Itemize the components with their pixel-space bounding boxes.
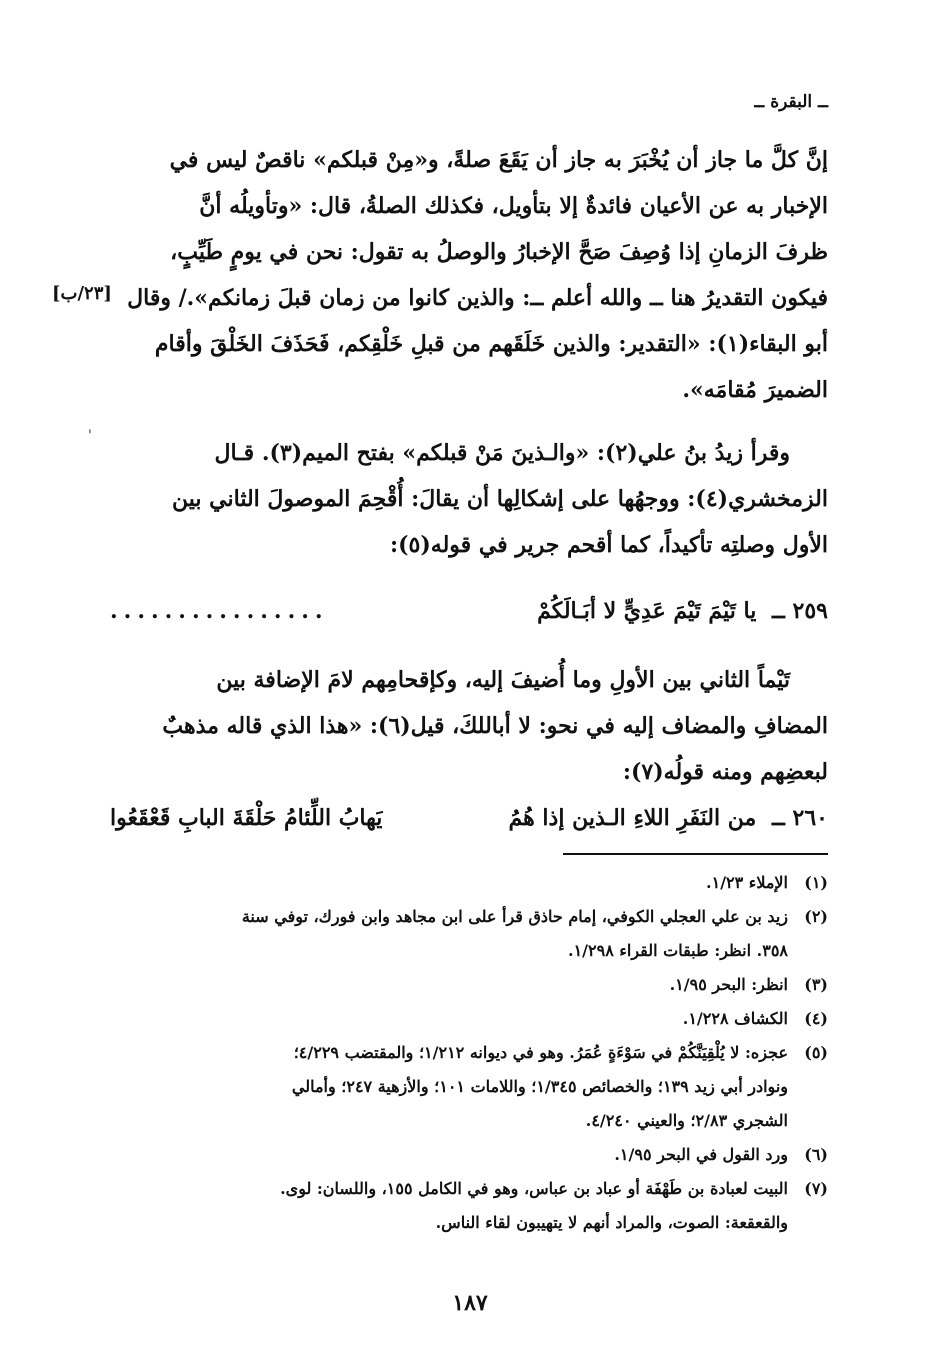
footnote-line: انظر: البحر ١/٩٥. <box>669 975 788 994</box>
page-number: ١٨٧ <box>452 1290 488 1316</box>
footnote-line: زيد بن علي العجلي الكوفي، إمام حاذق قرأ على ابن مجاهد وابن فورك، توفي سنة <box>241 907 788 926</box>
footnote <box>110 900 828 968</box>
running-header: ــ البقرة ــ <box>754 92 828 112</box>
text-line: إنَّ كلَّ ما جاز أن يُخْبَرَ به جاز أن يَقَعَ صلةً، و«مِنْ قبلكم» ناقصٌ ليس في <box>169 147 828 173</box>
footnote-number: (٧) <box>804 1179 828 1198</box>
text-line: المضافِ والمضاف إليه في نحو: لا أباللكَ، قيل(٦): «هذا الذي قاله مذهبٌ <box>162 713 828 739</box>
footnote-separator <box>563 853 828 855</box>
paragraph-2 <box>110 430 828 568</box>
text-line: الضميرَ مُقامَه». <box>682 377 828 403</box>
footnote <box>110 968 828 1002</box>
footnotes <box>110 866 828 1240</box>
text-line: لبعضِهم ومنه قولُه(٧): <box>622 759 828 785</box>
footnote-number: (١) <box>804 873 828 892</box>
text-line: تَيْماً الثاني بين الأولِ وما أُضيفَ إليه، وكإقحامِهم لامَ الإضافة بين <box>216 667 790 693</box>
verse-260 <box>110 795 828 841</box>
footnote-number: (٢) <box>804 907 828 926</box>
text-line: وقرأ زيدُ بنُ علي(٢): «والـذينَ مَنْ قبلكم» بفتح الميم(٣). قـال <box>214 440 790 466</box>
text-line: الزمخشري(٤): ووجهُها على إشكالِها أن يقالَ: أُقْحِمَ الموصولَ الثاني بين <box>171 486 828 512</box>
verse-number: ٢٦٠ ــ <box>771 805 828 831</box>
paragraph-1 <box>110 137 828 413</box>
margin-folio-reference: [٢٣/ب] <box>52 283 112 304</box>
footnote-line: ورد القول في البحر ١/٩٥. <box>614 1145 788 1164</box>
verse-259 <box>110 588 828 634</box>
text-line: فيكون التقديرُ هنا ــ والله أعلم ــ: والذين كانوا من زمان قبلَ زمانكم»./ وقال <box>127 285 828 311</box>
footnote-number: (٣) <box>804 975 828 994</box>
margin-mark: ' <box>88 428 92 444</box>
text-line: الإخبار به عن الأعيان فائدةٌ إلا بتأويل، فكذلك الصلةُ، قال: «وتأويلُه أنَّ <box>199 193 828 219</box>
footnote <box>110 1172 828 1240</box>
footnote <box>110 1036 828 1138</box>
footnote <box>110 866 828 900</box>
footnote-line: والقعقعة: الصوت، والمراد أنهم لا يتهيبون لقاء الناس. <box>435 1213 788 1232</box>
footnote-number: (٤) <box>804 1009 828 1028</box>
footnote-line: ٣٥٨. انظر: طبقات القراء ١/٢٩٨. <box>568 941 788 960</box>
text-line: أبو البقاء(١): «التقدير: والذين خَلَقَهم من قبلِ خَلْقِكم، فَحَذَفَ الخَلْقَ وأقام <box>154 331 828 357</box>
footnote-line: ونوادر أبي زيد ١٣٩؛ والخصائص ١/٣٤٥؛ واللامات ١٠١؛ والأزهية ٢٤٧؛ وأمالي <box>291 1077 788 1096</box>
verse-hemistich-1: من النَفَرِ اللاءِ الـذين إذا هُمُ <box>508 805 757 831</box>
footnote-line: الكشاف ١/٢٢٨. <box>682 1009 788 1028</box>
text-line: ظرفَ الزمانِ إذا وُصِفَ صَحَّ الإخبارُ والوصلُ به تقول: نحن في يومٍ طَيِّبٍ، <box>170 239 828 265</box>
footnote <box>110 1002 828 1036</box>
footnote-line: البيت لعبادة بن طَهْفَة أو عباد بن عباس، وهو في الكامل ١٥٥، واللسان: لوى. <box>280 1179 788 1198</box>
text-line: الأول وصلتِه تأكيداً، كما أقحم جرير في قوله(٥): <box>390 532 828 558</box>
paragraph-3 <box>110 657 828 795</box>
verse-ellipsis: ................ <box>110 598 329 624</box>
footnote-line: الإملاء ١/٢٣. <box>706 873 788 892</box>
verse-number: ٢٥٩ ــ <box>771 598 828 624</box>
footnote-line: عجزه: لا يُلْقِيَنَّكُمْ في سَوْءَةٍ عُمَرُ. وهو في ديوانه ١/٢١٢؛ والمقتضب ٤/٢٢٩؛ <box>293 1043 788 1062</box>
footnote-number: (٦) <box>804 1145 828 1164</box>
footnote-number: (٥) <box>804 1043 828 1062</box>
verse-hemistich-2: يَهابُ اللِّئامُ حَلْقَةَ البابِ قَعْقَعُوا <box>110 805 383 831</box>
verse-hemistich: يا تَيْمَ تَيْمَ عَدِيٍّ لا أبَـالَكُمْ <box>537 598 757 624</box>
footnote-line: الشجري ٢/٨٣؛ والعيني ٤/٢٤٠. <box>585 1111 788 1130</box>
footnote <box>110 1138 828 1172</box>
